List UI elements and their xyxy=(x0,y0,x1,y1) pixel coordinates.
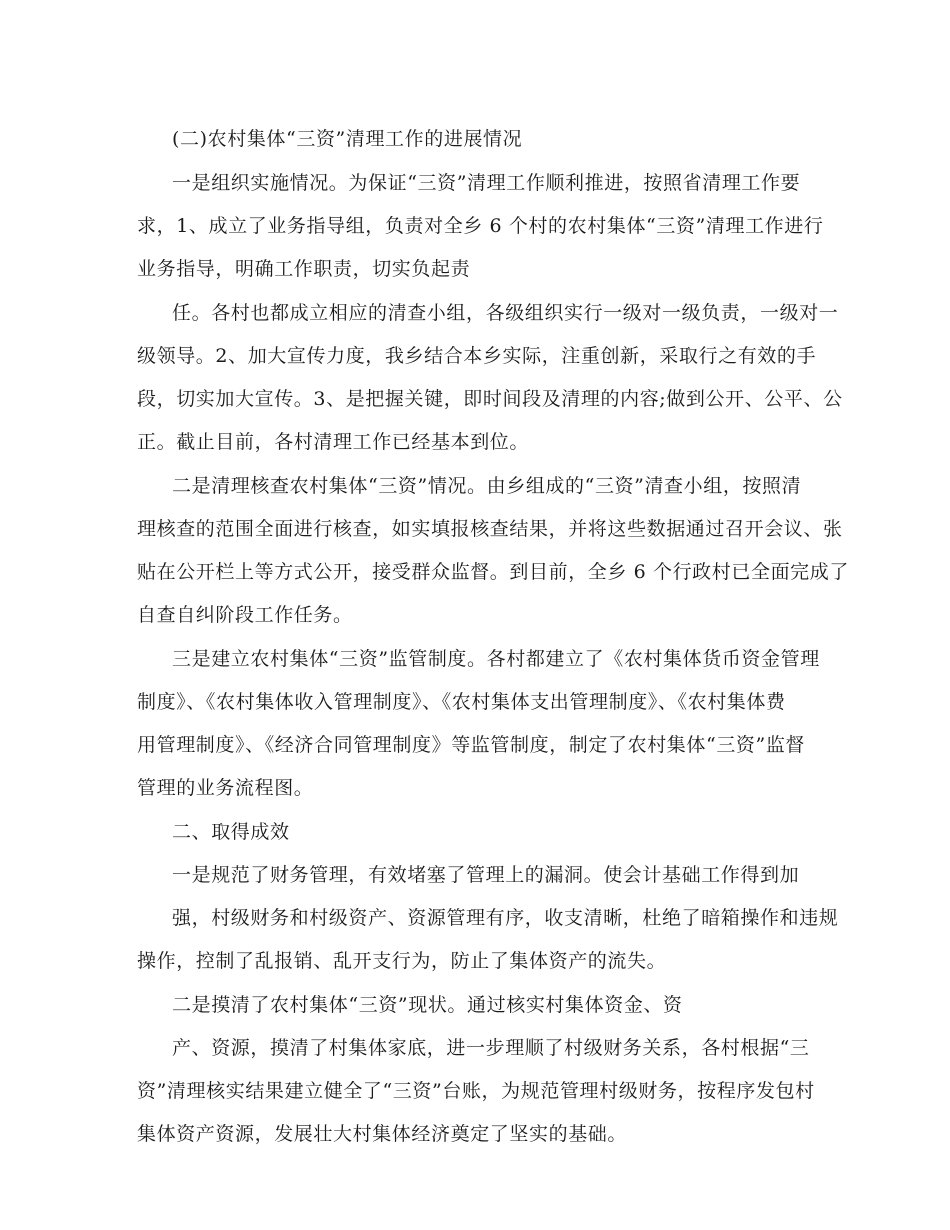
paragraph-line: 段，切实加大宣传。3、是把握关键，即时间段及清理的内容;做到公开、公平、公 xyxy=(137,388,843,410)
paragraph-line: 贴在公开栏上等方式公开，接受群众监督。到目前，全乡 6 个行政村已全面完成了 xyxy=(137,561,849,583)
paragraph-line: 正。截止目前，各村清理工作已经基本到位。 xyxy=(137,431,530,453)
section-heading: (二)农村集体“三资”清理工作的进展情况 xyxy=(172,128,523,150)
paragraph-line: 业务指导，明确工作职责，切实负起责 xyxy=(137,258,471,280)
paragraph-line: 二是摸清了农村集体“三资”现状。通过核实村集体资金、资 xyxy=(172,994,683,1016)
paragraph-line: 自查自纠阶段工作任务。 xyxy=(137,604,353,626)
paragraph-line: 理核查的范围全面进行核查，如实填报核查结果，并将这些数据通过召开会议、张 xyxy=(137,518,843,540)
paragraph-line: 集体资产资源，发展壮大村集体经济奠定了坚实的基础。 xyxy=(137,1123,628,1145)
paragraph-line: 求，1、成立了业务指导组，负责对全乡 6 个村的农村集体“三资”清理工作进行 xyxy=(137,215,824,237)
paragraph-line: 级领导。2、加大宣传力度，我乡结合本乡实际，注重创新，采取行之有效的手 xyxy=(137,345,817,367)
section-heading: 二、取得成效 xyxy=(172,821,290,843)
paragraph-line: 资”清理核实结果建立健全了“三资”台账，为规范管理村级财务，按程序发包村 xyxy=(137,1080,815,1102)
paragraph-line: 用管理制度》、《经济合同管理制度》等监管制度，制定了农村集体“三资”监督 xyxy=(137,734,806,756)
paragraph-line: 管理的业务流程图。 xyxy=(137,777,314,799)
paragraph-line: 操作，控制了乱报销、乱开支行为，防止了集体资产的流失。 xyxy=(137,950,667,972)
paragraph-line: 二是清理核查农村集体“三资”情况。由乡组成的“三资”清查小组，按照清 xyxy=(172,475,802,497)
paragraph-line: 三是建立农村集体“三资”监管制度。各村都建立了《农村集体货币资金管理 xyxy=(172,648,820,670)
paragraph-line: 产、资源，摸清了村集体家底，进一步理顺了村级财务关系，各村根据“三 xyxy=(172,1037,810,1059)
paragraph-line: 一是规范了财务管理，有效堵塞了管理上的漏洞。使会计基础工作得到加 xyxy=(172,864,800,886)
paragraph-line: 制度》、《农村集体收入管理制度》、《农村集体支出管理制度》、《农村集体费 xyxy=(137,691,786,713)
paragraph-line: 一是组织实施情况。为保证“三资”清理工作顺利推进，按照省清理工作要 xyxy=(172,172,801,194)
paragraph-line: 任。各村也都成立相应的清查小组，各级组织实行一级对一级负责，一级对一 xyxy=(172,302,839,324)
paragraph-line: 强，村级财务和村级资产、资源管理有序，收支清晰，杜绝了暗箱操作和违规 xyxy=(172,907,839,929)
